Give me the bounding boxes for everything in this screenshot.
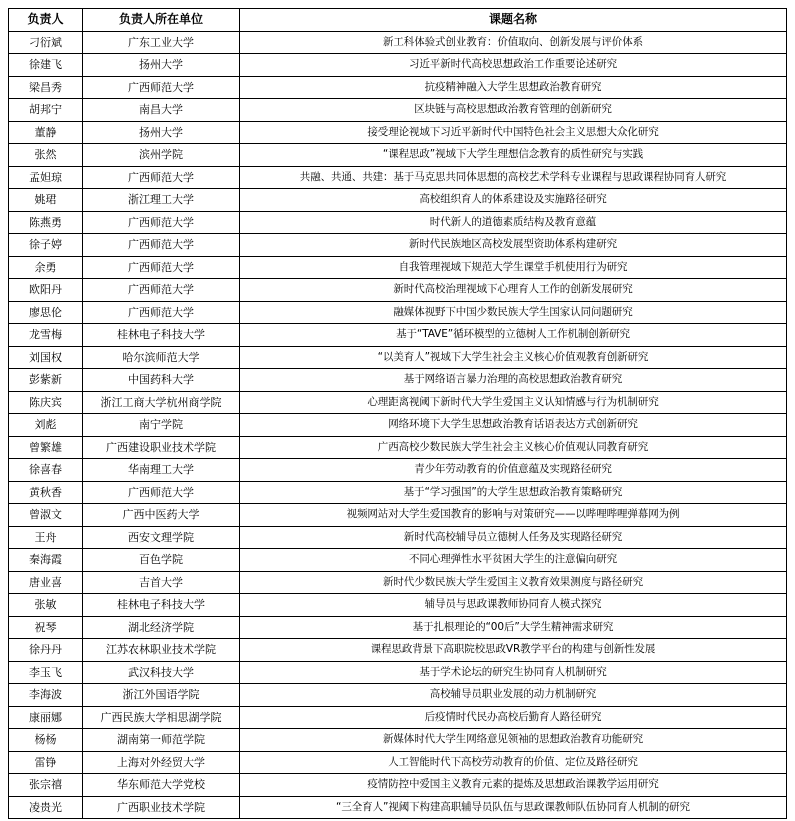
cell-leader: 刘国权 — [9, 346, 83, 369]
table-row — [9, 549, 787, 572]
cell-topic: 基于扎根理论的“00后”大学生精神需求研究 — [240, 616, 787, 639]
cell-topic: 青少年劳动教育的价值意蕴及实现路径研究 — [240, 459, 787, 482]
cell-unit: 滨州学院 — [83, 144, 240, 167]
table-row — [9, 504, 787, 527]
cell-leader: 张宗禧 — [9, 774, 83, 797]
header-unit: 负责人所在单位 — [83, 9, 240, 32]
cell-unit: 广西师范大学 — [83, 279, 240, 302]
cell-topic: 基于“学习强国”的大学生思想政治教育策略研究 — [240, 481, 787, 504]
cell-unit: 华南理工大学 — [83, 459, 240, 482]
cell-leader: 余勇 — [9, 256, 83, 279]
cell-topic: “三全育人”视阈下构建高职辅导员队伍与思政课教师队伍协同育人机制的研究 — [240, 796, 787, 819]
table-row — [9, 526, 787, 549]
table-row — [9, 211, 787, 234]
cell-leader: 孟妲琼 — [9, 166, 83, 189]
table-row — [9, 661, 787, 684]
cell-topic: 人工智能时代下高校劳动教育的价值、定位及路径研究 — [240, 751, 787, 774]
cell-topic: 自我管理视域下规范大学生课堂手机使用行为研究 — [240, 256, 787, 279]
cell-unit: 广西民族大学相思湖学院 — [83, 706, 240, 729]
table-row — [9, 594, 787, 617]
cell-leader: 陈庆宾 — [9, 391, 83, 414]
cell-unit: 湖南第一师范学院 — [83, 729, 240, 752]
cell-unit: 浙江外国语学院 — [83, 684, 240, 707]
cell-leader: 徐子婷 — [9, 234, 83, 257]
header-topic: 课题名称 — [240, 9, 787, 32]
table-row — [9, 684, 787, 707]
table-row — [9, 166, 787, 189]
cell-leader: 张然 — [9, 144, 83, 167]
cell-leader: 徐喜春 — [9, 459, 83, 482]
cell-unit: 广西建设职业技术学院 — [83, 436, 240, 459]
table-row — [9, 436, 787, 459]
header-leader: 负责人 — [9, 9, 83, 32]
cell-topic: 心理距离视阈下新时代大学生爱国主义认知情感与行为机制研究 — [240, 391, 787, 414]
table-row — [9, 76, 787, 99]
cell-unit: 广西师范大学 — [83, 211, 240, 234]
cell-leader: 康丽娜 — [9, 706, 83, 729]
cell-leader: 梁昌秀 — [9, 76, 83, 99]
cell-unit: 南昌大学 — [83, 99, 240, 122]
table-row — [9, 54, 787, 77]
cell-leader: 曾繁雄 — [9, 436, 83, 459]
cell-leader: 廖思伦 — [9, 301, 83, 324]
table-row — [9, 189, 787, 212]
cell-topic: 基于学术论坛的研究生协同育人机制研究 — [240, 661, 787, 684]
table-body — [9, 31, 787, 819]
cell-unit: 广西职业技术学院 — [83, 796, 240, 819]
cell-leader: 刘彪 — [9, 414, 83, 437]
cell-topic: 新媒体时代大学生网络意见领袖的思想政治教育功能研究 — [240, 729, 787, 752]
cell-unit: 哈尔滨师范大学 — [83, 346, 240, 369]
cell-topic: 辅导员与思政课教师协同育人模式探究 — [240, 594, 787, 617]
table-row — [9, 234, 787, 257]
cell-leader: 彭紫新 — [9, 369, 83, 392]
table-row — [9, 301, 787, 324]
cell-leader: 唐业喜 — [9, 571, 83, 594]
cell-unit: 吉首大学 — [83, 571, 240, 594]
table-row — [9, 774, 787, 797]
cell-unit: 扬州大学 — [83, 121, 240, 144]
cell-leader: 张敏 — [9, 594, 83, 617]
cell-unit: 中国药科大学 — [83, 369, 240, 392]
cell-unit: 武汉科技大学 — [83, 661, 240, 684]
table-row — [9, 256, 787, 279]
table-row — [9, 571, 787, 594]
header-row — [9, 9, 787, 32]
cell-leader: 陈燕勇 — [9, 211, 83, 234]
cell-unit: 华东师范大学党校 — [83, 774, 240, 797]
table-row — [9, 796, 787, 819]
cell-leader: 欧阳丹 — [9, 279, 83, 302]
table-row — [9, 391, 787, 414]
cell-unit: 广西中医药大学 — [83, 504, 240, 527]
cell-leader: 杨杨 — [9, 729, 83, 752]
cell-unit: 浙江工商大学杭州商学院 — [83, 391, 240, 414]
cell-unit: 桂林电子科技大学 — [83, 594, 240, 617]
cell-topic: 疫情防控中爱国主义教育元素的提炼及思想政治课教学运用研究 — [240, 774, 787, 797]
cell-topic: “以美育人”视域下大学生社会主义核心价值观教育创新研究 — [240, 346, 787, 369]
cell-topic: 视频网站对大学生爱国教育的影响与对策研究——以哔哩哔哩弹幕网为例 — [240, 504, 787, 527]
cell-topic: 接受理论视域下习近平新时代中国特色社会主义思想大众化研究 — [240, 121, 787, 144]
cell-unit: 广西师范大学 — [83, 481, 240, 504]
cell-topic: 不同心理弹性水平贫困大学生的注意偏向研究 — [240, 549, 787, 572]
cell-leader: 黄秋香 — [9, 481, 83, 504]
cell-leader: 李玉飞 — [9, 661, 83, 684]
table-row — [9, 144, 787, 167]
project-table — [8, 8, 787, 819]
table-row — [9, 729, 787, 752]
cell-leader: 姚珺 — [9, 189, 83, 212]
cell-topic: 网络环境下大学生思想政治教育话语表达方式创新研究 — [240, 414, 787, 437]
cell-topic: 抗疫精神融入大学生思想政治教育研究 — [240, 76, 787, 99]
cell-topic: 高校辅导员职业发展的动力机制研究 — [240, 684, 787, 707]
cell-topic: “课程思政”视域下大学生理想信念教育的质性研究与实践 — [240, 144, 787, 167]
cell-leader: 刁衍斌 — [9, 31, 83, 54]
cell-topic: 广西高校少数民族大学生社会主义核心价值观认同教育研究 — [240, 436, 787, 459]
cell-topic: 习近平新时代高校思想政治工作重要论述研究 — [240, 54, 787, 77]
cell-unit: 广东工业大学 — [83, 31, 240, 54]
cell-topic: 新时代民族地区高校发展型资助体系构建研究 — [240, 234, 787, 257]
table-row — [9, 121, 787, 144]
table-row — [9, 481, 787, 504]
table-row — [9, 639, 787, 662]
cell-unit: 广西师范大学 — [83, 234, 240, 257]
table-row — [9, 31, 787, 54]
table-row — [9, 279, 787, 302]
cell-leader: 雷铮 — [9, 751, 83, 774]
cell-topic: 新时代少数民族大学生爱国主义教育效果测度与路径研究 — [240, 571, 787, 594]
table-row — [9, 414, 787, 437]
cell-topic: 新时代高校治理视域下心理育人工作的创新发展研究 — [240, 279, 787, 302]
cell-leader: 胡邦宁 — [9, 99, 83, 122]
cell-unit: 湖北经济学院 — [83, 616, 240, 639]
cell-leader: 祝琴 — [9, 616, 83, 639]
cell-leader: 曾淑文 — [9, 504, 83, 527]
cell-leader: 凌贵光 — [9, 796, 83, 819]
table-row — [9, 459, 787, 482]
cell-unit: 扬州大学 — [83, 54, 240, 77]
cell-topic: 后疫情时代民办高校后勤育人路径研究 — [240, 706, 787, 729]
cell-unit: 浙江理工大学 — [83, 189, 240, 212]
cell-topic: 基于网络语言暴力治理的高校思想政治教育研究 — [240, 369, 787, 392]
table-row — [9, 751, 787, 774]
cell-unit: 上海对外经贸大学 — [83, 751, 240, 774]
cell-leader: 徐建飞 — [9, 54, 83, 77]
cell-topic: 新工科体验式创业教育：价值取向、创新发展与评价体系 — [240, 31, 787, 54]
table-row — [9, 99, 787, 122]
cell-leader: 龙雪梅 — [9, 324, 83, 347]
table-row — [9, 706, 787, 729]
cell-leader: 秦海霞 — [9, 549, 83, 572]
cell-topic: 时代新人的道德素质结构及教育意蕴 — [240, 211, 787, 234]
cell-topic: 新时代高校辅导员立德树人任务及实现路径研究 — [240, 526, 787, 549]
cell-topic: 高校组织育人的体系建设及实施路径研究 — [240, 189, 787, 212]
cell-unit: 桂林电子科技大学 — [83, 324, 240, 347]
cell-topic: 区块链与高校思想政治教育管理的创新研究 — [240, 99, 787, 122]
cell-topic: 基于“TAVE”循环模型的立德树人工作机制创新研究 — [240, 324, 787, 347]
cell-leader: 李海波 — [9, 684, 83, 707]
cell-unit: 广西师范大学 — [83, 166, 240, 189]
cell-unit: 江苏农林职业技术学院 — [83, 639, 240, 662]
table-row — [9, 346, 787, 369]
cell-leader: 徐丹丹 — [9, 639, 83, 662]
cell-leader: 董静 — [9, 121, 83, 144]
cell-leader: 王舟 — [9, 526, 83, 549]
cell-topic: 共融、共通、共建：基于马克思共同体思想的高校艺术学科专业课程与思政课程协同育人研究 — [240, 166, 787, 189]
cell-topic: 融媒体视野下中国少数民族大学生国家认同问题研究 — [240, 301, 787, 324]
table-row — [9, 616, 787, 639]
table-row — [9, 324, 787, 347]
cell-unit: 百色学院 — [83, 549, 240, 572]
cell-unit: 广西师范大学 — [83, 301, 240, 324]
cell-unit: 广西师范大学 — [83, 76, 240, 99]
cell-topic: 课程思政背景下高职院校思政VR教学平台的构建与创新性发展 — [240, 639, 787, 662]
cell-unit: 广西师范大学 — [83, 256, 240, 279]
cell-unit: 南宁学院 — [83, 414, 240, 437]
cell-unit: 西安文理学院 — [83, 526, 240, 549]
table-row — [9, 369, 787, 392]
